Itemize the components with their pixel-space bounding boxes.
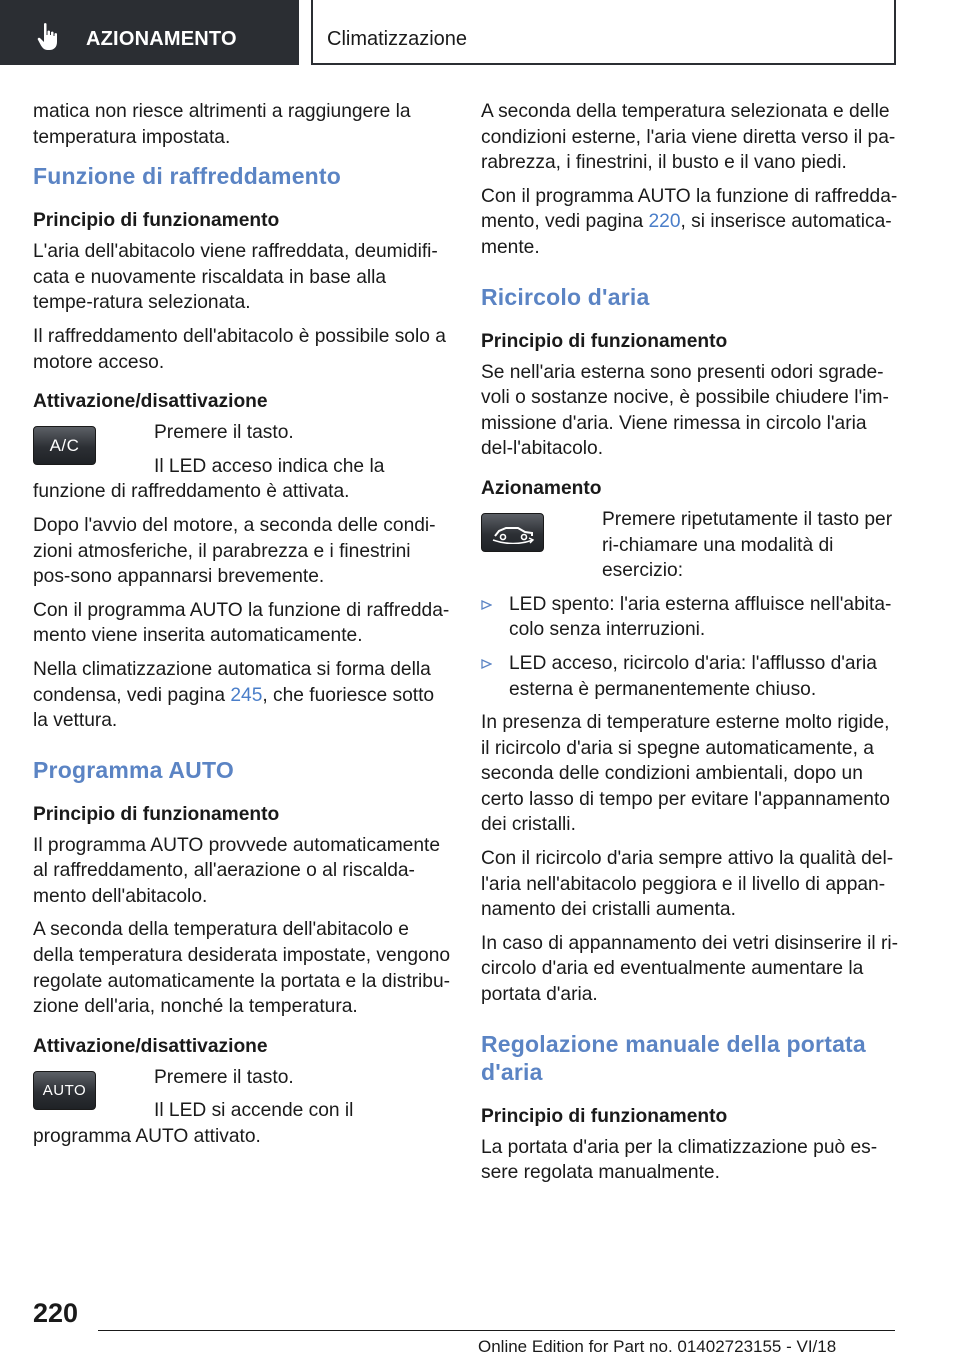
- recirc-mode-list: [481, 592, 899, 702]
- recirc-paragraph-4: In caso di appannamento dei vetri disinserire il ri-circolo d'aria ed eventualmente aumentare la portata d'aria.: [481, 932, 899, 1006]
- auto-press-text: Premere il tasto.: [154, 1066, 294, 1088]
- auto-principle-heading: Principio di funzionamento: [33, 803, 280, 825]
- auto-paragraph-1: Il programma AUTO provvede automaticamente al raffreddamento, all'aerazione o al riscalda-mento dell'abitacolo.: [33, 834, 441, 907]
- recirc-press-text: Premere ripetutamente il tasto per ri-chiamare una modalità di esercizio:: [602, 508, 893, 582]
- recirculation-button-image: [481, 513, 544, 552]
- recirc-paragraph-1: Se nell'aria esterna sono presenti odori sgrade-voli o sostanze nocive, è possibile chiudere l'im-missione d'aria. Viene rimessa in circolo l'aria del-l'abitacolo.: [481, 361, 889, 460]
- recirc-paragraph-2: In presenza di temperature esterne molto rigide, il ricircolo d'aria si spegne automaticamente, a seconda delle condizioni ambientali, dopo un certo lasso di tempo per evitare l'appannamento dei cristalli.: [481, 712, 890, 836]
- hand-pointer-icon: [36, 22, 62, 52]
- triangle-bullet-icon: [481, 659, 492, 669]
- right-column: [481, 99, 899, 1194]
- ac-button-row: [33, 420, 451, 505]
- chapter-title: Climatizzazione: [327, 28, 468, 50]
- manual-paragraph-1: La portata d'aria per la climatizzazione può es-sere regolata manualmente.: [481, 1136, 878, 1184]
- cooling-paragraph-1: L'aria dell'abitacolo viene raffreddata, deumidifi-cata e nuovamente riscaldata in base alla tempe-ratura selezionata.: [33, 241, 438, 314]
- cooling-paragraph-4: Con il programma AUTO la funzione di raffredda-mento viene inserita automaticamente.: [33, 599, 450, 647]
- ac-press-text: Premere il tasto.: [154, 422, 294, 444]
- auto-led-text: Il LED si accende con il programma AUTO attivato.: [33, 1100, 354, 1148]
- auto-cooling-paragraph: Con il programma AUTO la funzione di raffredda-mento, vedi pagina 220, si inserisce automatica-mente.: [481, 185, 898, 258]
- page-link-245[interactable]: 245: [230, 684, 263, 706]
- page-link-220[interactable]: 220: [648, 211, 681, 233]
- auto-button-image: AUTO: [33, 1071, 96, 1110]
- ac-led-text: Il LED acceso indica che la funzione di raffreddamento è attivata.: [33, 455, 385, 503]
- cooling-activation-heading: Attivazione/disattivazione: [33, 391, 268, 413]
- distribution-paragraph: A seconda della temperatura selezionata e delle condizioni esterne, l'aria viene diretta verso il pa-rabrezza, i finestrini, il busto e il vano piedi.: [481, 101, 896, 174]
- cooling-paragraph-5: Nella climatizzazione automatica si forma della condensa, vedi pagina 245, che fuoriesce sotto la vettura.: [33, 658, 435, 732]
- cooling-principle-heading: Principio di funzionamento: [33, 210, 280, 232]
- car-recirculation-icon: [489, 520, 537, 544]
- manual-principle-heading: Principio di funzionamento: [481, 1105, 728, 1127]
- header-section-tab: [0, 0, 299, 65]
- auto-activation-heading: Attivazione/disattivazione: [33, 1035, 268, 1057]
- section-title: AZIONAMENTO: [86, 28, 237, 50]
- recirc-operation-heading: Azionamento: [481, 477, 602, 499]
- recirc-principle-heading: Principio di funzionamento: [481, 330, 728, 352]
- triangle-bullet-icon: [481, 600, 492, 610]
- recirc-paragraph-3: Con il ricircolo d'aria sempre attivo la qualità del-l'aria nell'abitacolo peggiora e il livello di appan-namento dei cristalli aumenta.: [481, 848, 894, 921]
- auto-button-row: [33, 1065, 451, 1150]
- header-chapter-tab: [311, 0, 896, 65]
- ac-button-image: A/C: [33, 426, 96, 465]
- footer-edition: Online Edition for Part no. 01402723155 - VI/18: [478, 1337, 837, 1356]
- list-item: LED acceso, ricircolo d'aria: l'afflusso d'aria esterna è permanentemente chiuso.: [481, 651, 899, 702]
- auto-paragraph-2: A seconda della temperatura dell'abitacolo e della temperatura desiderata impostate, vengono regolate automaticamente la portata e la distribu-zione dell'aria, nonché la temperatura.: [33, 919, 451, 1018]
- page-number: 220: [33, 1298, 79, 1328]
- footer-divider: [98, 1330, 895, 1331]
- recirc-button-row: [481, 507, 899, 584]
- manual-airflow-heading: Regolazione manuale della portata d'aria: [481, 1030, 866, 1085]
- recirculation-heading: Ricircolo d'aria: [481, 283, 650, 310]
- cooling-paragraph-2: Il raffreddamento dell'abitacolo è possibile solo a motore acceso.: [33, 325, 446, 373]
- auto-program-heading: Programma AUTO: [33, 756, 234, 783]
- cooling-heading: Funzione di raffreddamento: [33, 163, 342, 190]
- intro-paragraph: matica non riesce altrimenti a raggiungere la temperatura impostata.: [33, 101, 411, 148]
- left-column: [33, 99, 451, 1158]
- list-item: LED spento: l'aria esterna affluisce nell'abita-colo senza interruzioni.: [481, 592, 899, 643]
- cooling-paragraph-3: Dopo l'avvio del motore, a seconda delle condi-zioni atmosferiche, il parabrezza e i finestrini pos-sono appannarsi brevemente.: [33, 514, 436, 588]
